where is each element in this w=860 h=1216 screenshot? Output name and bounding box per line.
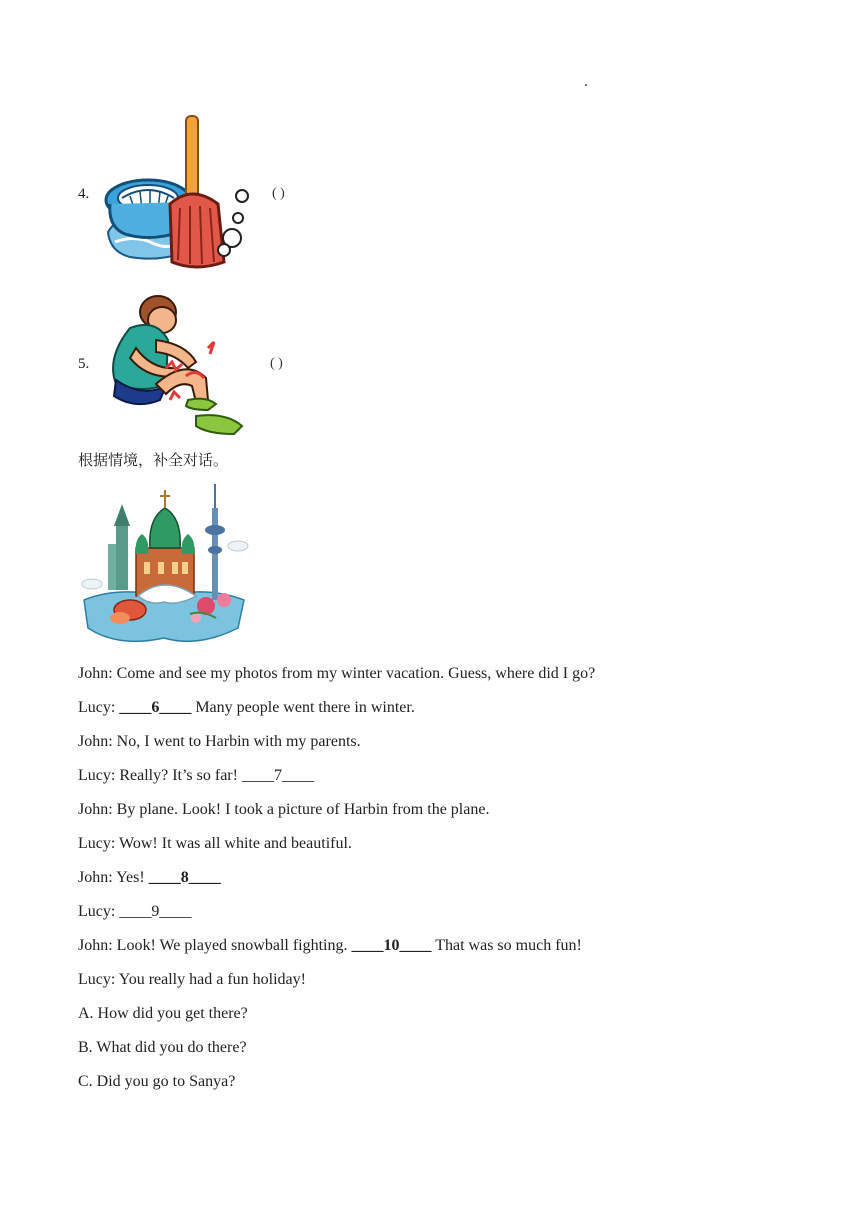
- answer-blank-9[interactable]: ____9____: [119, 903, 192, 920]
- answer-blank-7[interactable]: ____7____: [241, 767, 314, 784]
- section-instruction: 根据情境，补全对话。: [78, 451, 229, 469]
- dialogue-text: You really had a fun holiday!: [115, 971, 306, 988]
- dialogue-line: [78, 868, 221, 888]
- leg-pain-icon: [96, 288, 248, 440]
- question-4-answer-parens: ( ): [272, 186, 285, 201]
- dialogue-line: [78, 732, 361, 752]
- speaker-name: John:: [78, 801, 113, 818]
- dialogue-line: [78, 664, 595, 684]
- dialogue-text: Look! We played snowball fighting.: [112, 937, 352, 954]
- dialogue-text: No, I went to Harbin with my parents.: [112, 733, 361, 750]
- dialogue-line: [78, 766, 314, 786]
- option-c: C. Did you go to Sanya?: [78, 1073, 236, 1090]
- harbin-landmarks-icon: [78, 478, 250, 648]
- dialogue-line: [78, 800, 489, 820]
- speaker-name: Lucy:: [78, 903, 116, 920]
- mop-bucket-icon: [100, 112, 260, 274]
- speaker-name: Lucy:: [78, 699, 116, 716]
- dialogue-text: Yes!: [112, 869, 149, 886]
- speaker-name: John:: [78, 937, 113, 954]
- option-b: B. What did you do there?: [78, 1039, 247, 1056]
- dialogue-line: [78, 698, 415, 718]
- question-5-number: 5.: [78, 356, 90, 372]
- speaker-name: John:: [78, 733, 113, 750]
- dialogue-text: Come and see my photos from my winter vacation. Guess, where did I go?: [112, 665, 596, 682]
- answer-blank-10[interactable]: ____10____: [351, 937, 432, 954]
- answer-blank-6[interactable]: ____6____: [119, 699, 192, 716]
- dialogue-text: By plane. Look! I took a picture of Harbin from the plane.: [112, 801, 490, 818]
- speaker-name: John:: [78, 869, 113, 886]
- dialogue-line: [78, 936, 582, 956]
- dialogue-line: [78, 902, 191, 922]
- option-a: A. How did you get there?: [78, 1005, 248, 1022]
- speaker-name: Lucy:: [78, 767, 116, 784]
- question-4-number: 4.: [78, 186, 90, 202]
- answer-blank-8[interactable]: ____8____: [148, 869, 221, 886]
- dialogue-line: [78, 970, 306, 990]
- dialogue-text: Many people went there in winter.: [191, 699, 415, 716]
- speaker-name: Lucy:: [78, 835, 116, 852]
- stray-dot: [585, 84, 587, 86]
- dialogue-line: [78, 834, 352, 854]
- dialogue-text: Really? It’s so far!: [115, 767, 242, 784]
- dialogue-text: Wow! It was all white and beautiful.: [115, 835, 352, 852]
- speaker-name: John:: [78, 665, 113, 682]
- question-5-answer-parens: ( ): [270, 356, 283, 371]
- dialogue-text: That was so much fun!: [431, 937, 582, 954]
- speaker-name: Lucy:: [78, 971, 116, 988]
